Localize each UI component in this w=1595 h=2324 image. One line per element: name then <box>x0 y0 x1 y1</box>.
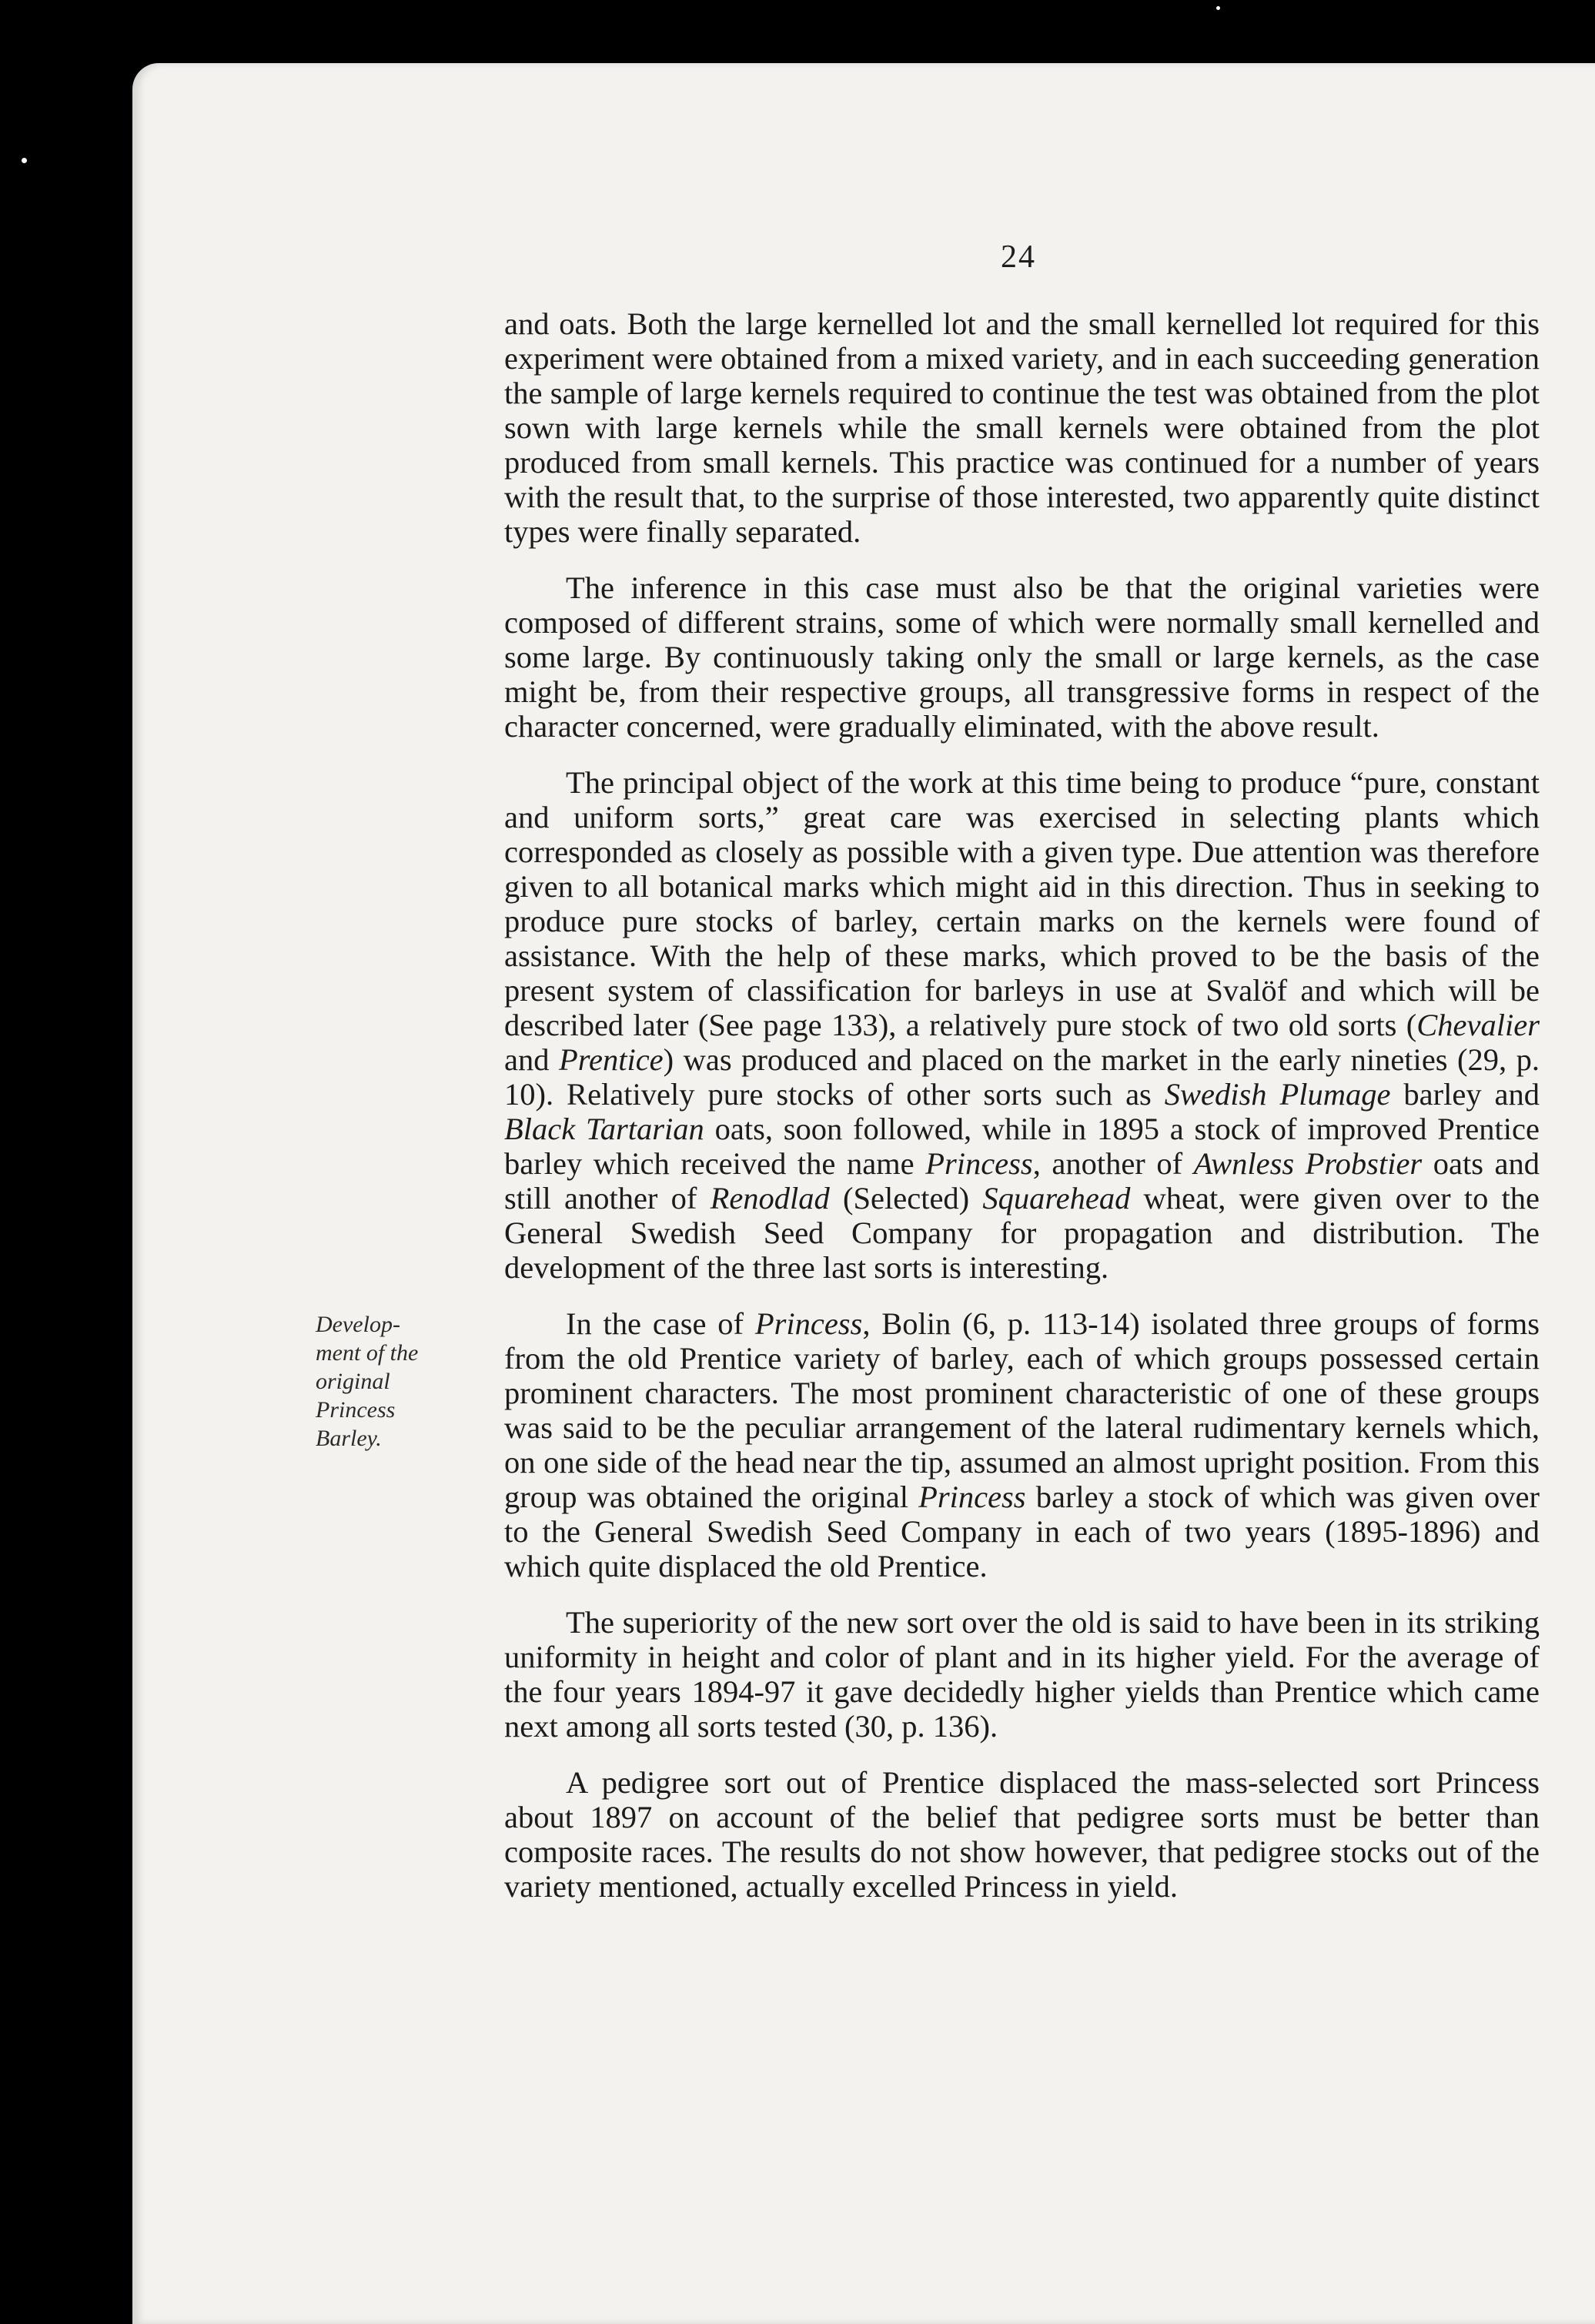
text-run: ) was produced and placed on the market in the early nineties (29, p. 10). Relatively pure stocks of other sorts such as <box>504 1042 1540 1112</box>
paragraph <box>504 765 1540 1285</box>
text-run: A pedigree sort out of Prentice displaced the mass-selected sort Princess about 1897 on account of the belief that pedigree sorts must be better than composite races. The results do not show however, that pedigree stocks out of the variety mentioned, actually excelled Princess in yield. <box>504 1765 1540 1904</box>
text-run: and <box>504 1042 559 1077</box>
italic-run: Swedish Plumage <box>1164 1077 1391 1112</box>
margin-note-line: Barley. <box>316 1426 382 1451</box>
paragraph <box>504 1765 1540 1904</box>
margin-note-line: Princess <box>316 1397 396 1423</box>
margin-note-line: Develop- <box>316 1312 400 1337</box>
italic-run: Princess <box>754 1306 863 1341</box>
text-run: , Bolin (6, p. 113-14) isolated three groups of forms from the old Prentice variety of barley, each of which groups possessed certain prominent characters. The most prominent characteristic of one of these groups was said to be the peculiar arrangement of the lateral rudimentary kernels which, on one side of the head near the tip, assumed an almost upright position. From this group was obtained the original <box>504 1306 1540 1514</box>
text-run: and oats. Both the large kernelled lot and the small kernelled lot required for this experiment were obtained from a mixed variety, and in each succeeding generation the sample of large kernels required to continue the test was obtained from the plot sown with large kernels while the small kernels were obtained from the plot produced from small kernels. This practice was continued for a number of years with the result that, to the surprise of those interested, two apparently quite distinct types were finally separated. <box>504 306 1540 549</box>
italic-run: Awnless Probstier <box>1193 1146 1423 1181</box>
film-speck <box>1216 6 1220 10</box>
text-run: oats and still another of <box>504 1146 1540 1216</box>
film-speck <box>22 158 27 163</box>
paragraph <box>504 1306 1540 1583</box>
italic-run: Renodlad <box>710 1181 830 1216</box>
italic-run: Squarehead <box>982 1181 1131 1216</box>
text-run: (Selected) <box>829 1181 983 1216</box>
paragraph <box>504 1605 1540 1744</box>
paragraph <box>504 306 1540 549</box>
margin-note-line: ment of the <box>316 1340 419 1366</box>
text-run: The superiority of the new sort over the old is said to have been in its striking uniformity in height and color of plant and in its higher yield. For the average of the four years 1894-97 it gave decidedly higher yields than Prentice which came next among all sorts tested (30, p. 136). <box>504 1605 1540 1744</box>
italic-run: Princess <box>918 1480 1026 1514</box>
text-run: wheat, were given over to the General Swedish Seed Company for propagation and distribution. The development of the three last sorts is interesting. <box>504 1181 1540 1285</box>
margin-note-line: original <box>316 1369 390 1394</box>
italic-run: Chevalier <box>1416 1008 1540 1042</box>
text-run: barley a stock of which was given over to the General Swedish Seed Company in each of two years (1895-1896) and which quite displaced the old Prentice. <box>504 1480 1540 1583</box>
paragraph <box>504 570 1540 744</box>
text-run: The inference in this case must also be that the original varieties were composed of different strains, some of which were normally small kernelled and some large. By continuously taking only the small or large kernels, as the case might be, from their respective groups, all transgressive forms in respect of the character concerned, were gradually eliminated, with the above result. <box>504 570 1540 744</box>
page-number: 24 <box>1001 239 1036 275</box>
margin-note <box>316 1310 446 1453</box>
body-text <box>504 306 1540 1925</box>
italic-run: Princess <box>925 1146 1033 1181</box>
text-run: oats, soon followed, while in 1895 a stock of improved Prentice barley which received the name <box>504 1112 1540 1181</box>
italic-run: Black Tartarian <box>504 1112 704 1146</box>
text-run: , another of <box>1032 1146 1194 1181</box>
text-run: The principal object of the work at this time being to produce “pure, constant and uniform sorts,” great care was exercised in selecting plants which corresponded as closely as possible with a given type. Due attention was therefore given to all botanical marks which might aid in this direction. Thus in seeking to produce pure stocks of barley, certain marks on the kernels were found of assistance. With the help of these marks, which proved to be the basis of the present system of classification for barleys in use at Svalöf and which will be described later (See page 133), a relatively pure stock of two old sorts ( <box>504 765 1540 1042</box>
text-run: barley and <box>1390 1077 1540 1112</box>
italic-run: Prentice <box>558 1042 664 1077</box>
text-run: In the case of <box>566 1306 755 1341</box>
